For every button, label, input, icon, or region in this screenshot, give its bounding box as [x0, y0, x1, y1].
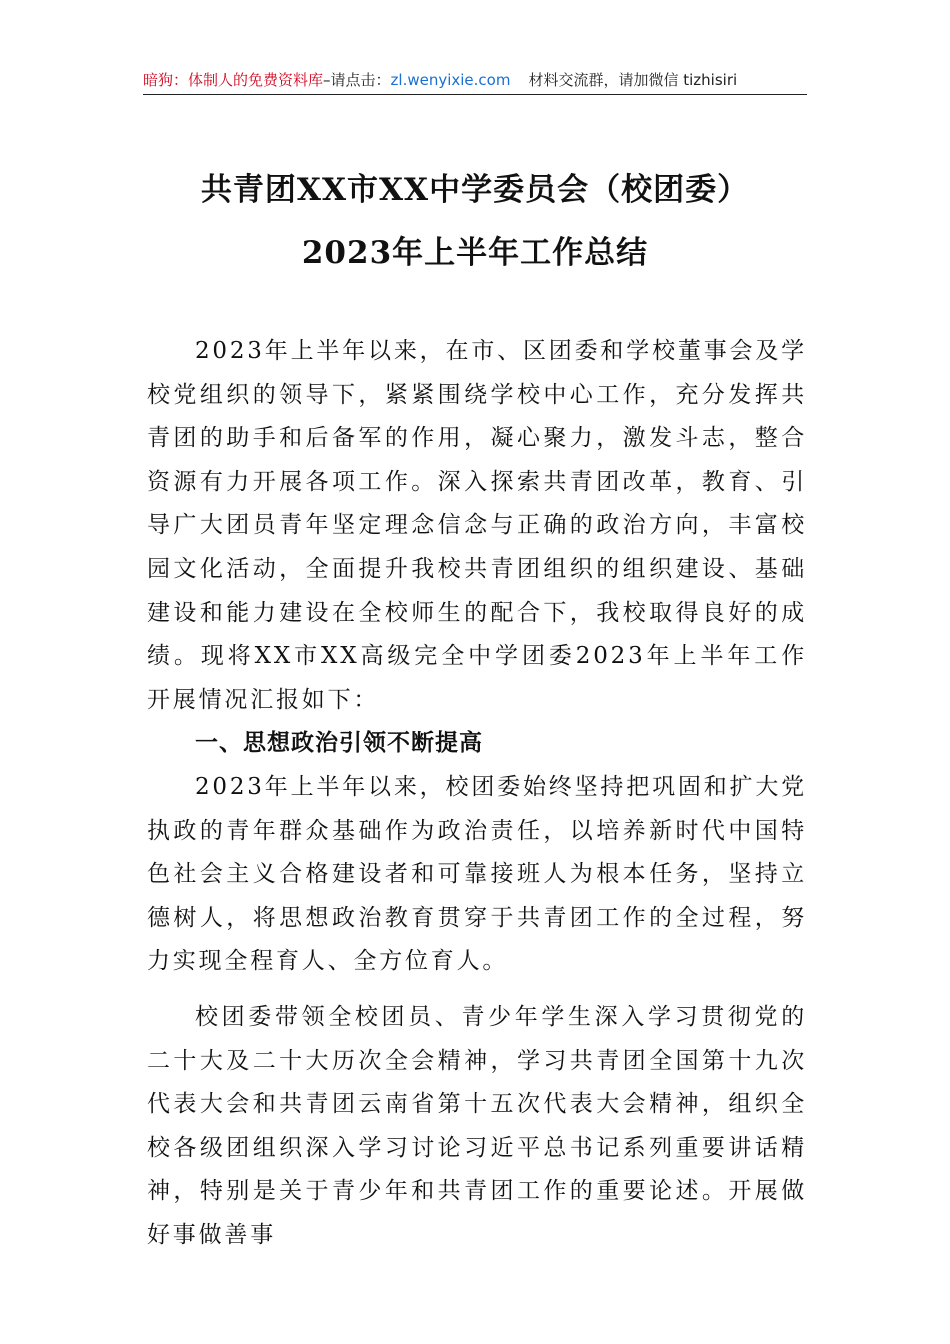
body-paragraph: 校团委带领全校团员、青少年学生深入学习贯彻党的二十大及二十大历次全会精神，学习共青团全国第十九次代表大会和共青团云南省第十五次代表大会精神，组织全校各级团组织深入学习讨论习近平总书记系列重要讲话精神，特别是关于青少年和共青团工作的重要论述。开展做好事做善事	[147, 1003, 807, 1248]
header-contact: 材料交流群，请加微信 tizhisiri	[528, 71, 738, 89]
section-heading: 一、思想政治引领不断提高	[195, 730, 483, 757]
page-header	[143, 66, 807, 95]
body-paragraph: 2023年上半年以来，校团委始终坚持把巩固和扩大党执政的青年群众基础作为政治责任，以培养新时代中国特色社会主义合格建设者和可靠接班人为根本任务，坚持立德树人，将思想政治教育贯穿于共青团工作的全过程，努力实现全程育人、全方位育人。	[147, 773, 807, 975]
header-url-link[interactable]: zl.wenyixie.com	[390, 71, 511, 89]
document-body	[147, 330, 807, 1257]
header-prompt: –请点击：	[323, 71, 391, 89]
document-title-line2: 2023年上半年工作总结	[301, 235, 649, 271]
document-title-line1: 共青团XX市XX中学委员会（校团委）	[200, 172, 750, 208]
intro-paragraph: 2023年上半年以来，在市、区团委和学校董事会及学校党组织的领导下，紧紧围绕学校中心工作，充分发挥共青团的助手和后备军的作用，凝心聚力，激发斗志，整合资源有力开展各项工作。深入探索共青团改革，教育、引导广大团员青年坚定理念信念与正确的政治方向，丰富校园文化活动，全面提升我校共青团组织的组织建设、基础建设和能力建设在全校师生的配合下，我校取得良好的成绩。现将XX市XX高级完全中学团委2023年上半年工作开展情况汇报如下：	[147, 338, 807, 713]
header-brand: 暗狗：体制人的免费资料库	[143, 71, 324, 89]
